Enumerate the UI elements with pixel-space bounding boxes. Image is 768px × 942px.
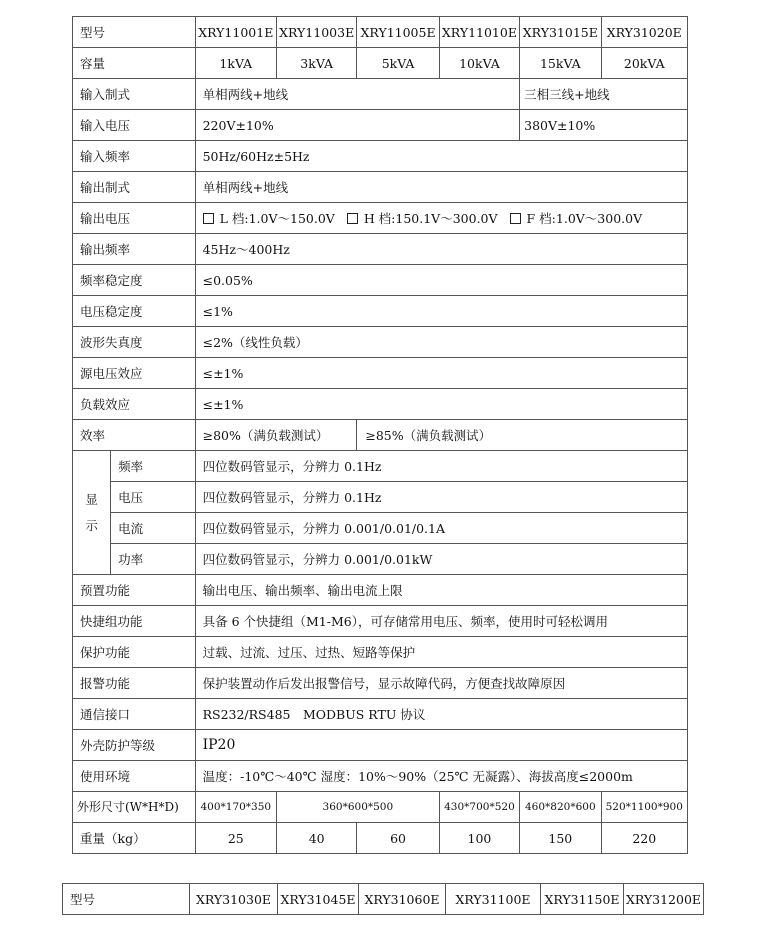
model-cell: XRY31060E — [359, 884, 446, 915]
alarm-label: 报警功能 — [73, 668, 196, 699]
capacity-cell: 20kVA — [601, 48, 687, 79]
output-voltage-h: H 档:150.1V～300.0V — [363, 210, 498, 226]
model-cell: XRY31015E — [520, 17, 601, 48]
output-voltage-l: L 档:1.0V～150.0V — [219, 210, 335, 226]
model-label: 型号 — [73, 17, 196, 48]
efficiency-a: ≥80%（满负载测试） — [195, 420, 357, 451]
row-dimensions — [73, 792, 688, 823]
row-output-freq — [73, 234, 688, 265]
row-model — [73, 17, 688, 48]
capacity-cell: 15kVA — [520, 48, 601, 79]
capacity-cell: 10kVA — [439, 48, 519, 79]
checkbox-icon — [203, 213, 214, 224]
row-environment — [73, 761, 688, 792]
comm-value: RS232/RS485 MODBUS RTU 协议 — [195, 699, 687, 730]
source-effect-label: 源电压效应 — [73, 358, 196, 389]
row-input-system — [73, 79, 688, 110]
row-display-curr — [73, 513, 688, 544]
freq-stability-label: 频率稳定度 — [73, 265, 196, 296]
row-load-effect — [73, 389, 688, 420]
display-curr-label: 电流 — [111, 513, 195, 544]
display-freq-value: 四位数码管显示，分辨力 0.1Hz — [195, 451, 687, 482]
enclosure-label: 外壳防护等级 — [73, 730, 196, 761]
checkbox-icon — [347, 213, 358, 224]
shortcut-label: 快捷组功能 — [73, 606, 196, 637]
row-volt-stability — [73, 296, 688, 327]
row-weight — [73, 823, 688, 854]
model-cell: XRY11005E — [357, 17, 439, 48]
display-power-value: 四位数码管显示，分辨力 0.001/0.01kW — [195, 544, 687, 575]
preset-value: 输出电压、输出频率、输出电流上限 — [195, 575, 687, 606]
model-cell: XRY11010E — [439, 17, 519, 48]
display-curr-value: 四位数码管显示，分辨力 0.001/0.01/0.1A — [195, 513, 687, 544]
row-display-power — [73, 544, 688, 575]
output-system-value: 单相两线+地线 — [195, 172, 687, 203]
model-cell: XRY31150E — [541, 884, 624, 915]
row-model-2 — [63, 884, 704, 915]
model-cell: XRY31030E — [190, 884, 278, 915]
volt-stability-label: 电压稳定度 — [73, 296, 196, 327]
row-input-voltage — [73, 110, 688, 141]
display-freq-label: 频率 — [111, 451, 195, 482]
input-voltage-three: 380V±10% — [520, 110, 688, 141]
row-display-volt — [73, 482, 688, 513]
input-freq-value: 50Hz/60Hz±5Hz — [195, 141, 687, 172]
output-freq-label: 输出频率 — [73, 234, 196, 265]
model-label: 型号 — [63, 884, 190, 915]
shortcut-value: 具备 6 个快捷组（M1-M6），可存储常用电压、频率，使用时可轻松调用 — [195, 606, 687, 637]
load-effect-label: 负载效应 — [73, 389, 196, 420]
volt-stability-value: ≤1% — [195, 296, 687, 327]
row-display-freq — [73, 451, 688, 482]
output-voltage-options — [195, 203, 687, 234]
dimension-label: 外形尺寸(W*H*D) — [73, 792, 196, 823]
row-protection — [73, 637, 688, 668]
input-system-label: 输入制式 — [73, 79, 196, 110]
capacity-cell: 3kVA — [276, 48, 356, 79]
display-power-label: 功率 — [111, 544, 195, 575]
model-cell: XRY31020E — [601, 17, 687, 48]
row-capacity — [73, 48, 688, 79]
row-preset — [73, 575, 688, 606]
row-efficiency — [73, 420, 688, 451]
alarm-value: 保护装置动作后发出报警信号，显示故障代码，方便查找故障原因 — [195, 668, 687, 699]
model-cell: XRY11001E — [195, 17, 276, 48]
weight-label: 重量（kg） — [73, 823, 196, 854]
weight-cell: 40 — [276, 823, 356, 854]
distortion-label: 波形失真度 — [73, 327, 196, 358]
capacity-cell: 5kVA — [357, 48, 439, 79]
environment-label: 使用环境 — [73, 761, 196, 792]
spec-table-2 — [62, 883, 704, 915]
row-comm — [73, 699, 688, 730]
dimension-cell: 520*1100*900 — [601, 792, 687, 823]
freq-stability-value: ≤0.05% — [195, 265, 687, 296]
row-input-freq — [73, 141, 688, 172]
row-alarm — [73, 668, 688, 699]
capacity-label: 容量 — [73, 48, 196, 79]
efficiency-b: ≥85%（满负载测试） — [357, 420, 688, 451]
output-system-label: 输出制式 — [73, 172, 196, 203]
row-output-voltage — [73, 203, 688, 234]
row-source-effect — [73, 358, 688, 389]
source-effect-value: ≤±1% — [195, 358, 687, 389]
model-cell: XRY31045E — [278, 884, 359, 915]
dimension-cell: 400*170*350 — [195, 792, 276, 823]
efficiency-label: 效率 — [73, 420, 196, 451]
model-cell: XRY11003E — [276, 17, 356, 48]
row-enclosure — [73, 730, 688, 761]
load-effect-value: ≤±1% — [195, 389, 687, 420]
model-cell: XRY31100E — [446, 884, 541, 915]
weight-cell: 220 — [601, 823, 687, 854]
input-voltage-single: 220V±10% — [195, 110, 520, 141]
row-output-system — [73, 172, 688, 203]
weight-cell: 25 — [195, 823, 276, 854]
protection-value: 过载、过流、过压、过热、短路等保护 — [195, 637, 687, 668]
row-distortion — [73, 327, 688, 358]
input-system-single: 单相两线+地线 — [195, 79, 520, 110]
input-voltage-label: 输入电压 — [73, 110, 196, 141]
input-freq-label: 输入频率 — [73, 141, 196, 172]
capacity-cell: 1kVA — [195, 48, 276, 79]
enclosure-value: IP20 — [195, 730, 687, 761]
output-voltage-label: 输出电压 — [73, 203, 196, 234]
protection-label: 保护功能 — [73, 637, 196, 668]
display-volt-label: 电压 — [111, 482, 195, 513]
display-group-label: 显 示 — [73, 451, 111, 575]
distortion-value: ≤2%（线性负载） — [195, 327, 687, 358]
dimension-cell: 360*600*500 — [276, 792, 439, 823]
input-system-three: 三相三线+地线 — [520, 79, 688, 110]
weight-cell: 100 — [439, 823, 519, 854]
comm-label: 通信接口 — [73, 699, 196, 730]
weight-cell: 60 — [357, 823, 439, 854]
dimension-cell: 430*700*520 — [439, 792, 519, 823]
spec-table-1 — [72, 16, 688, 854]
row-shortcut — [73, 606, 688, 637]
weight-cell: 150 — [520, 823, 601, 854]
display-volt-value: 四位数码管显示，分辨力 0.1Hz — [195, 482, 687, 513]
checkbox-icon — [510, 213, 521, 224]
output-freq-value: 45Hz～400Hz — [195, 234, 687, 265]
output-voltage-f: F 档:1.0V～300.0V — [526, 210, 643, 226]
dimension-cell: 460*820*600 — [520, 792, 601, 823]
preset-label: 预置功能 — [73, 575, 196, 606]
environment-value: 温度：-10℃～40℃ 湿度：10%～90%（25℃ 无凝露）、海拔高度≤2000m — [195, 761, 687, 792]
model-cell: XRY31200E — [624, 884, 704, 915]
row-freq-stability — [73, 265, 688, 296]
